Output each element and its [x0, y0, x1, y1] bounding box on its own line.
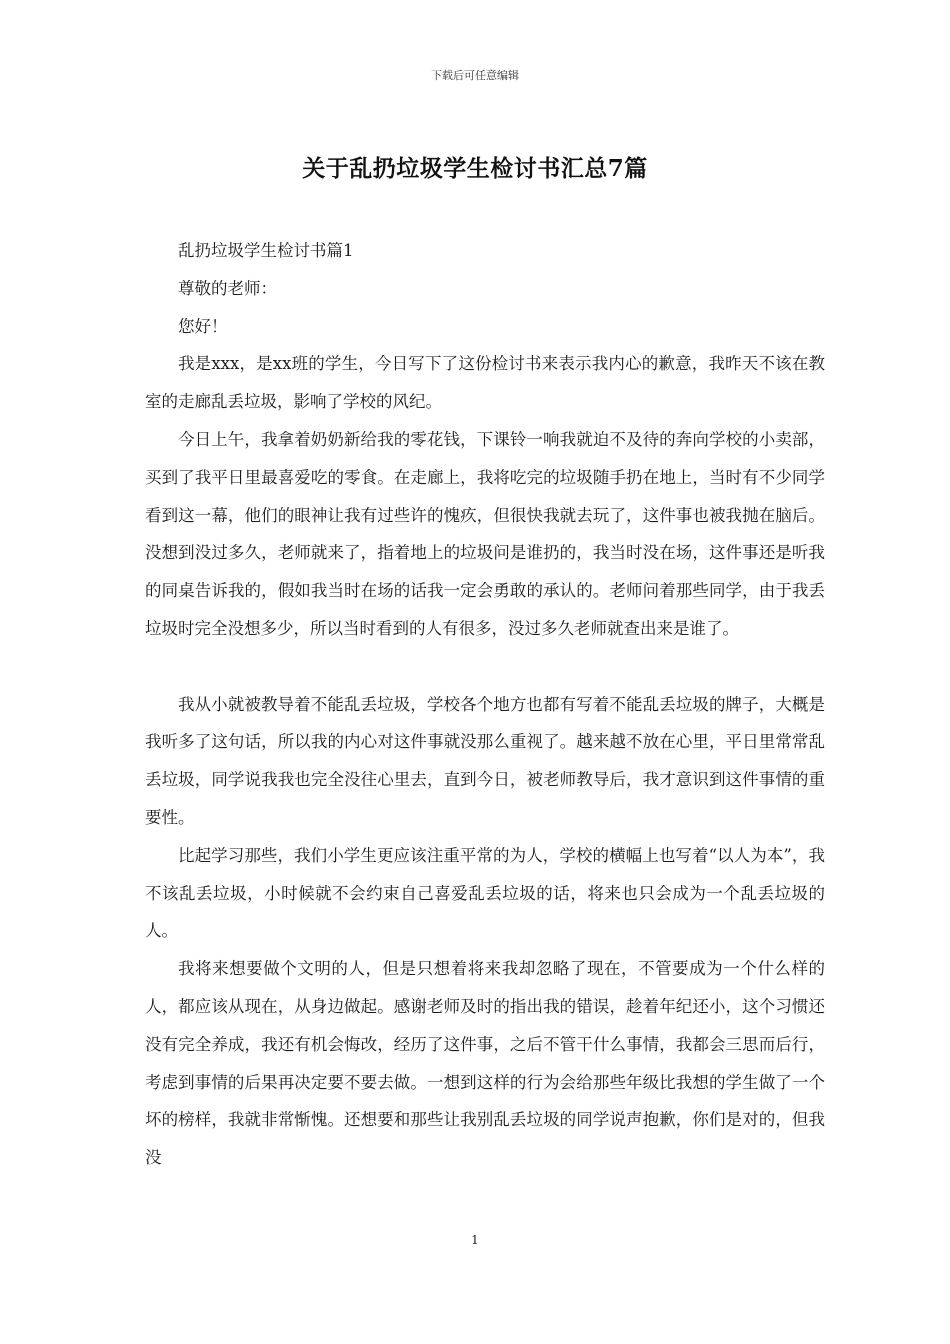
page-number: 1: [471, 1233, 479, 1247]
body-paragraph: 我将来想要做个文明的人，但是只想着将来我却忽略了现在，不管要成为一个什么样的人，都应该从现在，从身边做起。感谢老师及时的指出我的错误，趁着年纪还小，这个习惯还没有完全养成，我还有机会悔改，经历了这件事，之后不管干什么事情，我都会三思而后行，考虑到事情的后果再决定要不要去做。一想到这样的行为会给那些年级比我想的学生做了一个坏的榜样，我就非常惭愧。还想要和那些让我别乱丢垃圾的同学说声抱歉，你们是对的，但我没: [145, 959, 825, 1168]
body-paragraph: 我从小就被教导着不能乱丢垃圾，学校各个地方也都有写着不能乱丢垃圾的牌子，大概是我听多了这句话，所以我的内心对这件事就没那么重视了。越来越不放在心里，平日里常常乱丢垃圾，同学说我我也完全没往心里去，直到今日，被老师教导后，我才意识到这件事情的重要性。: [145, 694, 825, 827]
header-note: 下载后可任意编辑: [431, 69, 519, 82]
salutation: 尊敬的老师：: [178, 278, 277, 298]
document-body: [145, 232, 825, 1177]
section-heading: 乱扔垃圾学生检讨书篇1: [178, 241, 354, 260]
document-title: 关于乱扔垃圾学生检讨书汇总7篇: [302, 155, 648, 182]
body-paragraph: 我是xxx，是xx班的学生，今日写下了这份检讨书来表示我内心的歉意，我昨天不该在教室的走廊乱丢垃圾，影响了学校的风纪。: [145, 354, 825, 412]
body-paragraph: 比起学习那些，我们小学生更应该注重平常的为人，学校的横幅上也写着“以人为本”，我不该乱丢垃圾，小时候就不会约束自己喜爱乱丢垃圾的话，将来也只会成为一个乱丢垃圾的人。: [145, 845, 825, 941]
body-paragraph: 今日上午，我拿着奶奶新给我的零花钱，下课铃一响我就迫不及待的奔向学校的小卖部，买到了我平日里最喜爱吃的零食。在走廊上，我将吃完的垃圾随手扔在地上，当时有不少同学看到这一幕，他们的眼神让我有过些许的愧疚，但很快我就去玩了，这件事也被我抛在脑后。没想到没过多久，老师就来了，指着地上的垃圾问是谁扔的，我当时没在场，这件事还是听我的同桌告诉我的，假如我当时在场的话我一定会勇敢的承认的。老师问着那些同学，由于我丢垃圾时完全没想多少，所以当时看到的人有很多，没过多久老师就查出来是谁了。: [145, 429, 825, 638]
greeting: 您好！: [178, 316, 228, 336]
